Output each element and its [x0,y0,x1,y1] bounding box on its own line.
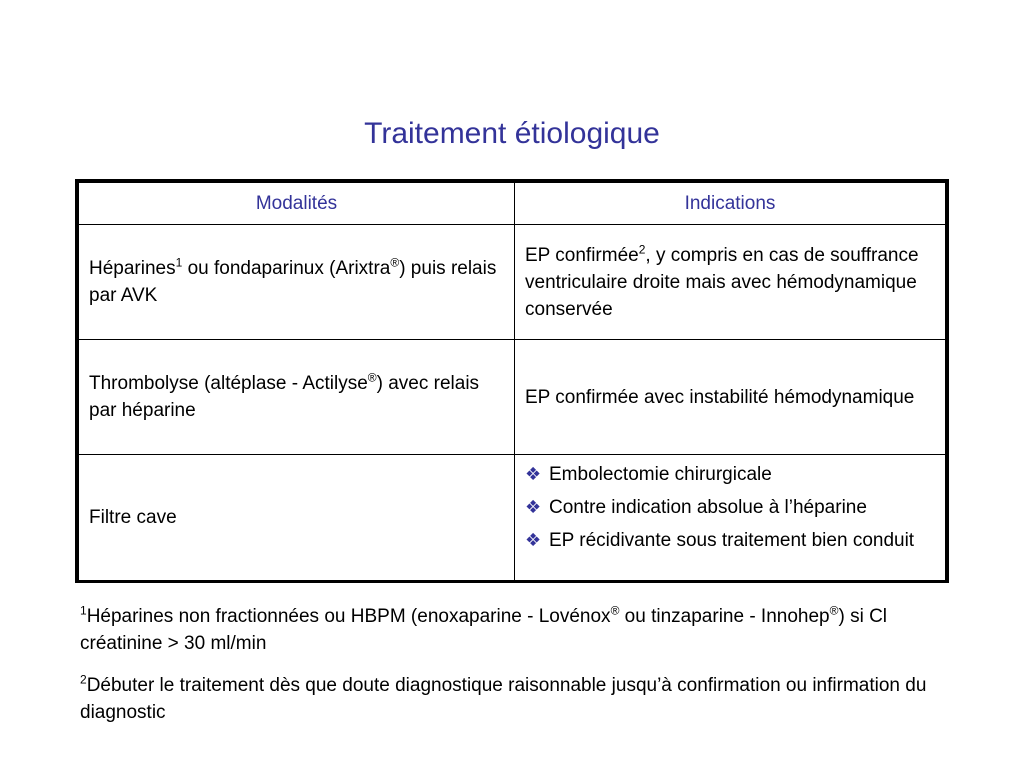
diamond-bullet-icon: ❖ [525,530,542,550]
cell-modalite: Filtre cave [79,455,515,581]
cell-modalite: Thrombolyse (altéplase - Actilyse®) avec relais par héparine [79,340,515,455]
table-row [79,225,946,340]
treatment-table [75,179,949,583]
list-item: ❖ Embolectomie chirurgicale [525,461,935,488]
table-row [79,455,946,581]
cell-modalite: Héparines$^1$ ou fondaparinux (Arixtra®) puis relais par AVK [79,225,515,340]
cell-indication: EP confirmée$^2$, y compris en cas de souffrance ventriculaire droite mais avec hémodynamique conservée [515,225,946,340]
list-item: ❖ EP récidivante sous traitement bien conduit [525,527,935,554]
list-item: ❖ Contre indication absolue à l’héparine [525,494,935,521]
cell-indication: EP confirmée avec instabilité hémodynamique [515,340,946,455]
table-header-row [79,183,946,225]
diamond-bullet-icon: ❖ [525,497,542,517]
table-row [79,340,946,455]
cell-indication-list [515,455,946,581]
page-title: Traitement étiologique [364,117,660,150]
footnotes [80,603,940,741]
footnote-2: $^2$Débuter le traitement dès que doute diagnostique raisonnable jusqu’à confirmation ou infirmation du diagnostic [80,672,927,723]
header-indications: Indications [515,183,946,225]
diamond-bullet-icon: ❖ [525,464,542,484]
footnote-1: $^1$Héparines non fractionnées ou HBPM (enoxaparine - Lovénox® ou tinzaparine - Innohep®) si Cl créatinine > 30 ml/min [80,603,888,654]
header-modalites: Modalités [79,183,515,225]
